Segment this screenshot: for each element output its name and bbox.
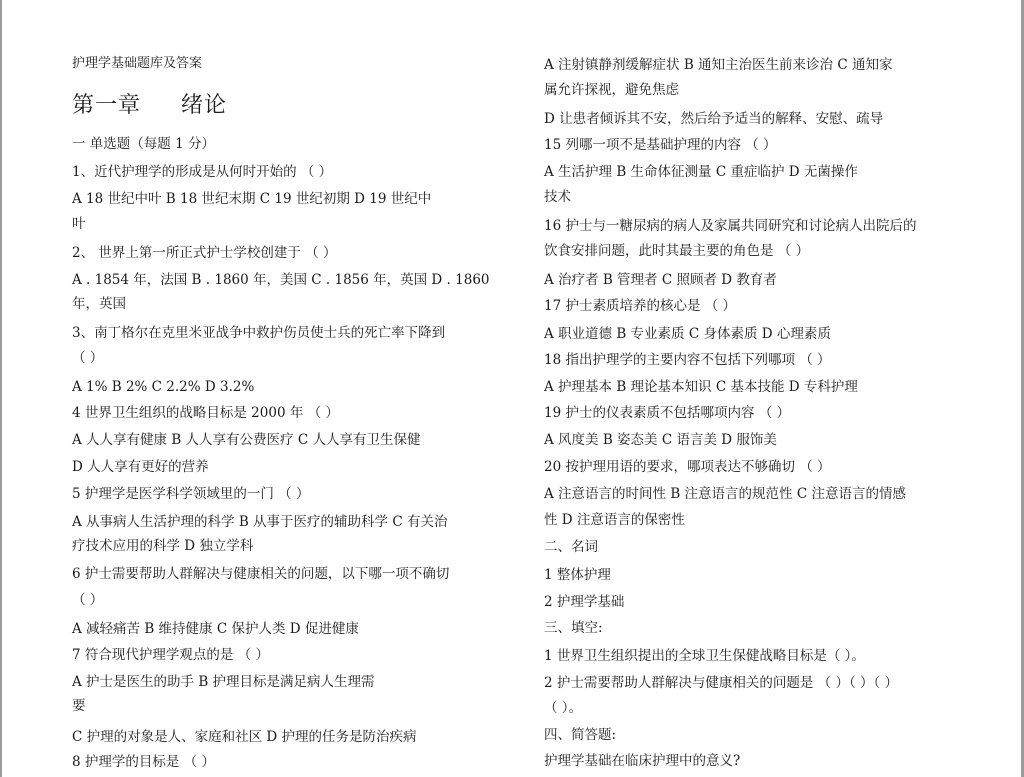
question-20-options-cont: 性 D 注意语言的保密性 <box>544 512 685 528</box>
question-14-options-cont: 属允许探视，避免焦虑 <box>544 82 679 98</box>
question-3-cont: （ ） <box>72 350 104 366</box>
question-20: 20 按护理用语的要求，哪项表达不够确切 （ ） <box>544 459 831 475</box>
question-17: 17 护士素质培养的核心是 （ ） <box>544 298 737 314</box>
section-heading-fill-in: 三、填空: <box>544 620 603 636</box>
section-heading-short-answer: 四、简答题: <box>544 727 617 743</box>
question-15-options: A 生活护理 B 生命体征测量 C 重症临护 D 无菌操作 <box>544 164 858 180</box>
fill-in-1: 1 世界卫生组织提出的全球卫生保健战略目标是（ ）。 <box>544 648 865 664</box>
question-8: 8 护理学的目标是 （ ） <box>72 754 215 770</box>
term-1: 1 整体护理 <box>544 567 611 583</box>
question-16-cont: 饮食安排问题，此时其最主要的角色是 （ ） <box>544 243 810 259</box>
question-15-options-cont: 技术 <box>544 189 571 205</box>
question-14-option-d: D 让患者倾诉其不安，然后给予适当的解释、安慰、疏导 <box>544 111 884 127</box>
fill-in-2: 2 护士需要帮助人群解决与健康相关的问题是 （ ）（ ）（ ） <box>544 675 899 691</box>
question-1-options: A 18 世纪中叶 B 18 世纪末期 C 19 世纪初期 D 19 世纪中 <box>72 191 432 207</box>
question-16-options: A 治疗者 B 管理者 C 照顾者 D 教育者 <box>544 272 777 288</box>
section-heading-single-choice: 一 单选题（每题 1 分） <box>72 136 215 152</box>
question-19: 19 护士的仪表素质不包括哪项内容 （ ） <box>544 405 791 421</box>
term-2: 2 护理学基础 <box>544 594 625 610</box>
question-6: 6 护士需要帮助人群解决与健康相关的问题，以下哪一项不确切 <box>72 566 450 582</box>
question-7-options-cont: 要 <box>72 698 86 714</box>
question-4: 4 世界卫生组织的战略目标是 2000 年 （ ） <box>72 405 339 421</box>
question-15: 15 列哪一项不是基础护理的内容 （ ） <box>544 137 777 153</box>
question-3: 3、南丁格尔在克里米亚战争中救护伤员使士兵的死亡率下降到 <box>72 325 446 341</box>
question-19-options: A 风度美 B 姿态美 C 语言美 D 服饰美 <box>544 432 777 448</box>
chapter-name: 绪论 <box>181 93 228 118</box>
question-14-options: A 注射镇静剂缓解症状 B 通知主治医生前来诊治 C 通知家 <box>544 57 893 73</box>
question-5: 5 护理学是医学科学领域里的一门 （ ） <box>72 486 310 502</box>
short-answer-1: 护理学基础在临床护理中的意义? <box>544 753 741 769</box>
question-6-cont: （ ） <box>72 592 104 608</box>
question-1-options-cont: 叶 <box>72 216 86 232</box>
question-16: 16 护士与一糖尿病的病人及家属共同研究和讨论病人出院后的 <box>544 218 917 234</box>
document-title: 护理学基础题库及答案 <box>72 56 203 71</box>
chapter-heading <box>72 93 227 119</box>
question-3-options: A 1% B 2% C 2.2% D 3.2% <box>72 379 255 395</box>
question-7-options: A 护士是医生的助手 B 护理目标是满足病人生理需 <box>72 674 375 690</box>
question-7-options-c: C 护理的对象是人、家庭和社区 D 护理的任务是防治疾病 <box>72 729 417 745</box>
question-18: 18 指出护理学的主要内容不包括下列哪项 （ ） <box>544 352 831 368</box>
question-4-options-cont: D 人人享有更好的营养 <box>72 459 209 475</box>
question-17-options: A 职业道德 B 专业素质 C 身体素质 D 心理素质 <box>544 326 831 342</box>
question-5-options: A 从事病人生活护理的科学 B 从事于医疗的辅助科学 C 有关治 <box>72 514 448 530</box>
question-1: 1、近代护理学的形成是从何时开始的 （ ） <box>72 164 333 180</box>
question-5-options-cont: 疗技术应用的科学 D 独立学科 <box>72 538 254 554</box>
question-4-options: A 人人享有健康 B 人人享有公费医疗 C 人人享有卫生保健 <box>72 432 421 448</box>
chapter-number: 第一章 <box>72 93 142 118</box>
question-20-options: A 注意语言的时间性 B 注意语言的规范性 C 注意语言的情感 <box>544 486 906 502</box>
question-2-options-cont: 年，英国 <box>72 296 126 312</box>
page-left-edge <box>0 0 2 777</box>
question-2-options: A . 1854 年，法国 B . 1860 年，美国 C . 1856 年，英国 D . 1860 <box>72 272 490 288</box>
question-6-options: A 减轻痛苦 B 维持健康 C 保护人类 D 促进健康 <box>72 621 359 637</box>
question-18-options: A 护理基本 B 理论基本知识 C 基本技能 D 专科护理 <box>544 379 858 395</box>
fill-in-2-cont: （ ）。 <box>544 700 583 716</box>
question-2: 2、 世界上第一所正式护士学校创建于 （ ） <box>72 245 337 261</box>
question-7: 7 符合现代护理学观点的是 （ ） <box>72 647 269 663</box>
section-heading-terms: 二、名词 <box>544 539 598 555</box>
